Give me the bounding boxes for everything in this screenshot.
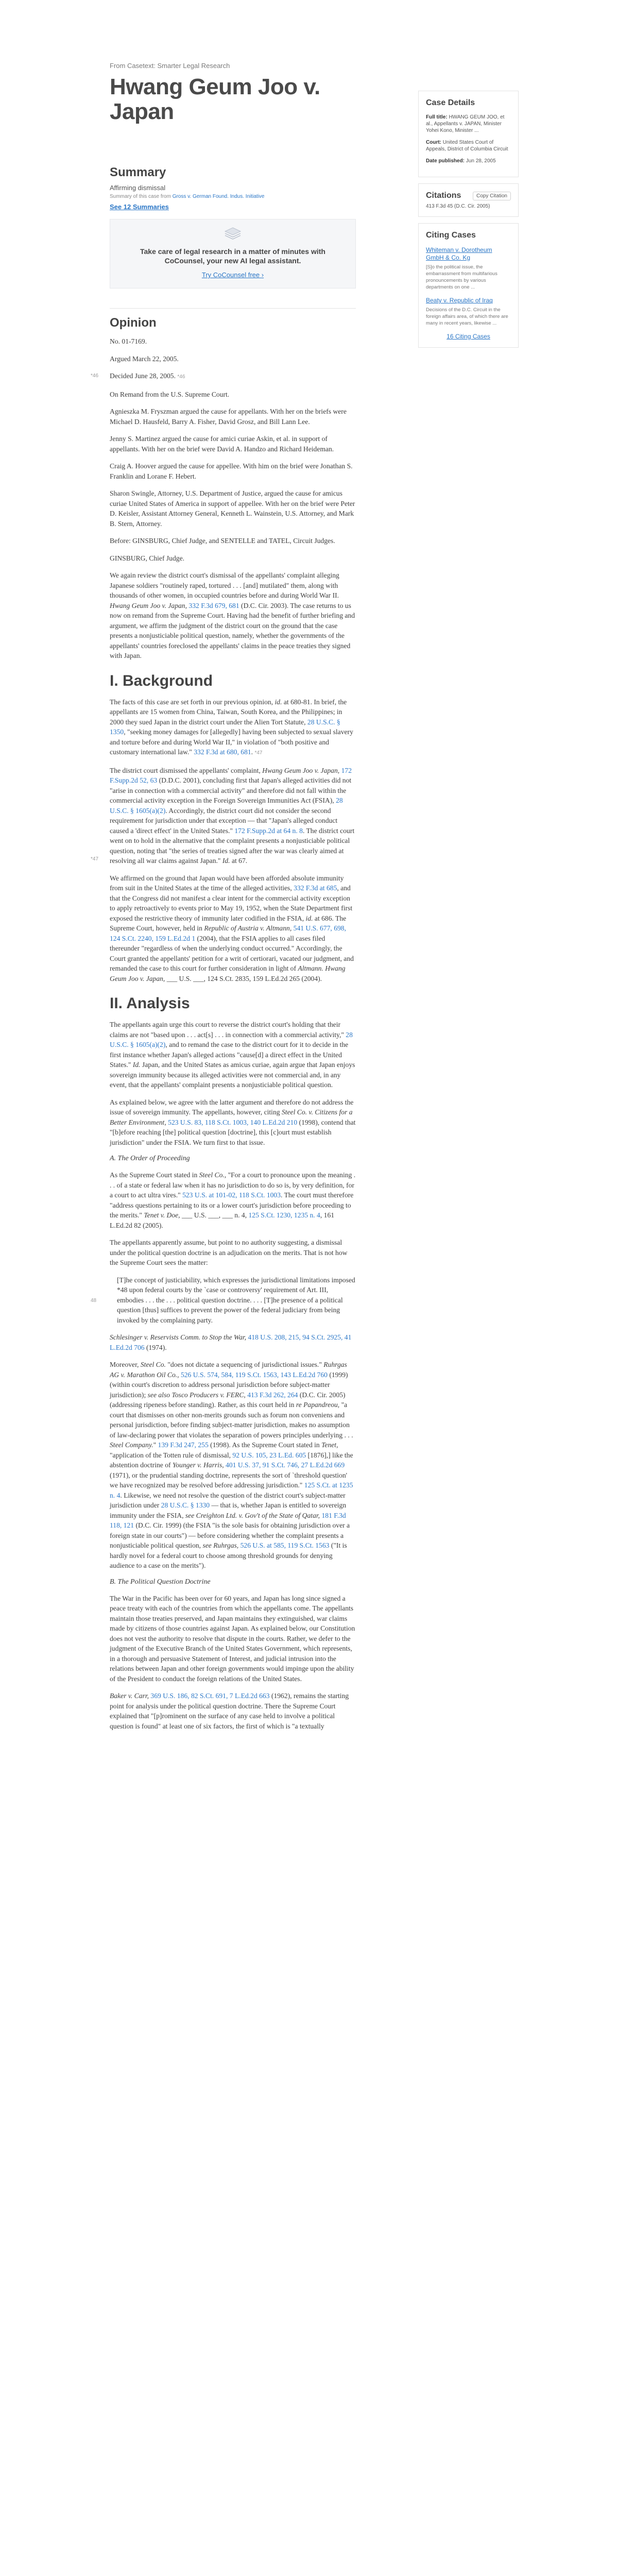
analysis-paragraph: The appellants apparently assume, but point to no authority suggesting, a dismissal under the political question doctrine is an adjudication on the merits. That is not how the Supreme Court sees the matter:: [110, 1239, 348, 1266]
source-line: From Casetext: Smarter Legal Research: [110, 62, 230, 70]
citing-case-link[interactable]: Beaty v. Republic of Iraq: [426, 297, 493, 304]
chevron-right-icon: ›: [261, 271, 264, 279]
divider: [110, 308, 356, 309]
panel-line: Before: GINSBURG, Chief Judge, and SENTELLE and TATEL, Circuit Judges.: [110, 537, 335, 545]
citation-link[interactable]: 526 U.S. at 585, 119 S.Ct. 1563: [240, 1541, 330, 1549]
full-title-field: Full title: HWANG GEUM JOO, et al., Appellants v. JAPAN, Minister Yohei Kono, Minister ...: [426, 114, 505, 133]
citation-link[interactable]: 125 S.Ct. at 1235 n. 4: [110, 1481, 353, 1499]
analysis-paragraph: Baker v. Carr, 369 U.S. 186, 82 S.Ct. 691, 7 L.Ed.2d 663 (1962), remains the starting point for analysis under the political question doctrine. There the Supreme Court explained that "[p]rominent on the surface of any case held to involve a political question is found" at least one of six factors, the first of which is "a textually: [110, 1692, 349, 1730]
citations-heading: Citations: [426, 191, 461, 200]
main-column: [91, 62, 356, 1738]
subsection-heading-political-question: B. The Political Question Doctrine: [110, 1578, 211, 1586]
citing-cases-heading: Citing Cases: [426, 231, 476, 240]
analysis-paragraph: The War in the Pacific has been over for 60 years, and Japan has long since signed a peace treaty with each of the countries from which the appellants come. The appellants maintain those treaties preserved, and Japan maintains they extinguished, war claims made by citizens of those countries against Japan. As explained below, our Constitution does not vest the authority to resolve that dispute in the courts. Rather, we defer to the judgment of the Executive Branch of the United States Government, which represents, in a thorough and persuasive Statement of Interest, and judicial intrusion into the relations between Japan and other foreign governments would impinge upon the ability of the President to conduct the foreign relations of the United States.: [110, 1594, 355, 1683]
remand-line: On Remand from the U.S. Supreme Court.: [110, 390, 230, 398]
citing-case-excerpt: Decisions of the D.C. Circuit in the foreign affairs area, of which there are many in recent years, likewise ...: [426, 307, 508, 326]
summary-heading: Summary: [110, 165, 166, 179]
case-title: Hwang Geum Joo v. Japan: [110, 74, 320, 124]
copy-citation-button[interactable]: Copy Citation: [473, 192, 511, 200]
docket-number: No. 01-7169.: [110, 337, 147, 345]
stack-icon: [224, 227, 242, 240]
citation-link[interactable]: 418 U.S. 208, 215, 94 S.Ct. 2925, 41 L.Ed.2d 706: [110, 1333, 352, 1351]
analysis-paragraph: Moreover, Steel Co. "does not dictate a sequencing of jurisdictional issues." Ruhrgas AG v. Marathon Oil Co., 526 U.S. 574, 584, 119 S.Ct. 1563, 143 L.Ed.2d 760 (1999) (within court's discretion to address personal jurisdiction before subject-matter jurisdiction); see also Tosco Producers v. FERC, 413 F.3d 262, 264 (D.C. Cir. 2005) (addressing ripeness before standing). Rather, as this court held in re Papandreou, "a court that dismisses on other non-merits grounds such as forum non conveniens and personal jurisdiction, before finding subject-matter jurisdiction, makes no assumption of law-declaring power that violates the separation of powers principles underlying . . . Steel Company." 139 F.3d 247, 255 (1998). As the Supreme Court stated in Tenet, "application of the Totten rule of dismissal, 92 U.S. 105, 23 L.Ed. 605 [1876],] like the abstention doctrine of Younger v. Harris, 401 U.S. 37, 91 S.Ct. 746, 27 L.Ed.2d 669 (1971), or the prudential standing doctrine, represents the sort of `threshold question' we have recognized may be resolved before addressing jurisdiction." 125 S.Ct. at 1235 n. 4. Likewise, we need not resolve the question of the district court's subject-matter jurisdiction under 28 U.S.C. § 1330 — that is, whether Japan is entitled to sovereign immunity under the FSIA, see Creighton Ltd. v. Gov't of the State of Qatar, 181 F.3d 118, 121 (D.C. Cir. 1999) (the FSIA "is the sole basis for obtaining jurisdiction over a foreign state in our courts") — before considering whether the complaint presents a nonjusticiable political question, see Ruhrgas, 526 U.S. at 585, 119 S.Ct. 1563 ("It is hardly novel for a federal court to choose among threshold grounds for denying audience to a case on the merits").: [110, 1361, 353, 1569]
citation-link[interactable]: 28 U.S.C. § 1605(a)(2): [110, 796, 343, 815]
summary-disposition: Affirming dismissal: [110, 184, 166, 192]
citation-link[interactable]: 526 U.S. 574, 584, 119 S.Ct. 1563, 143 L.Ed.2d 760: [180, 1370, 328, 1379]
try-cocounsel-link[interactable]: [202, 271, 264, 279]
intro-paragraph: We again review the district court's dismissal of the appellants' complaint alleging Japanese soldiers "routinely raped, tortured . . . [and] mutilated" them, along with thousands of other women, in occupied countries before and during World War II. Hwang Geum Joo v. Japan, 332 F.3d 679, 681 (D.C. Cir. 2003). The case returns to us now on remand from the Supreme Court. Having had the benefit of further briefing and argument, we affirm the judgment of the district court on the ground that the case presents a nonjusticiable political question, namely, whether the governments of the appellants' countries foreclosed the appellants' claims in the peace treaties they signed with Japan.: [110, 571, 355, 659]
inline-page-marker: *46: [177, 374, 185, 380]
analysis-paragraph: As explained below, we agree with the latter argument and therefore do not address the issue of sovereign immunity. The appellants, however, citing Steel Co. v. Citizens for a Better Environment, 523 U.S. 83, 118 S.Ct. 1003, 140 L.Ed.2d 210 (1998), contend that "[b]efore reaching [the] political question [doctrine], this [c]ourt must establish jurisdiction" under the FSIA. We turn first to that issue.: [110, 1098, 356, 1146]
citation-link[interactable]: 541 U.S. 677, 698, 124 S.Ct. 2240, 159 L.Ed.2d 1: [110, 924, 346, 942]
inline-page-marker: *47: [254, 750, 263, 756]
counsel-para: Jenny S. Martinez argued the cause for amici curiae Askin, et al. in support of appellants. With her on the brief were David A. Handzo and Richard Heideman.: [110, 435, 334, 453]
section-heading-analysis: II. Analysis: [110, 995, 190, 1012]
counsel-para: Agnieszka M. Fryszman argued the cause for appellants. With her on the briefs were Michael D. Hausfeld, Barry A. Fisher, David Grosz, and Bill Lann Lee.: [110, 408, 347, 426]
citation-link[interactable]: 401 U.S. 37, 91 S.Ct. 746, 27 L.Ed.2d 669: [226, 1461, 345, 1469]
citation-link[interactable]: 332 F.3d 679, 681: [188, 601, 239, 609]
section-heading-background: I. Background: [110, 672, 213, 689]
analysis-paragraph: The appellants again urge this court to reverse the district court's holding that their claims are not "based upon . . . act[s] . . . in connection with a commercial activity," 28 U.S.C. § 1605(a)(2), and to remand the case to the district court for it to decide in the first instance whether Japan's alleged actions "cause[d] a direct effect in the United States." Id. Japan, and the United States as amicus curiae, again argue that Japan enjoys sovereign immunity because its alleged activities were not commercial and, in any event, that the appellants' complaint presents a nonjusticiable political question.: [110, 1021, 355, 1089]
citation-link[interactable]: 28 U.S.C. § 1330: [161, 1501, 210, 1509]
promo-text: Take care of legal research in a matter of minutes with CoCounsel, your new AI legal assistant.: [140, 247, 325, 265]
case-details-card: [418, 91, 519, 177]
background-paragraph: We affirmed on the ground that Japan would have been afforded absolute immunity from suit in the United States at the time of the alleged activities, 332 F.3d at 685, and that the Congress did not manifest a clear intent for the commercial activity exception to apply retroactively to events prior to May 19, 1952, when the State Department first exposed the restrictive theory of immunity later codified in the FSIA, id. at 686. The Supreme Court, however, held in Republic of Austria v. Altmann, 541 U.S. 677, 698, 124 S.Ct. 2240, 159 L.Ed.2d 1 (2004), that the FSIA applies to all cases filed thereunder "regardless of when the underlying conduct occurred." Accordingly, the Court granted the appellants' petition for a writ of certiorari, vacated our judgment, and remanded the case to this court for further consideration in light of Altmann. Hwang Geum Joo v. Japan, ___ U.S. ___, 124 S.Ct. 2835, 159 L.Ed.2d 265 (2004).: [110, 874, 354, 982]
counsel-para: Craig A. Hoover argued the cause for appellee. With him on the brief were Jonathan S. Franklin and Lorane F. Hebert.: [110, 462, 353, 480]
citations-header: [426, 191, 511, 200]
background-paragraph: *47 The facts of this case are set forth in our previous opinion, id. at 680-81. In brief, the appellants are 15 women from China, Taiwan, South Korea, and the Philippines; in 2000 they sued Japan in the district court under the Alien Tort Statute, 28 U.S.C. § 1350, "seeking money damages for [allegedly] having been subjected to sexual slavery and torture before and during World War II," in violation of "both positive and customary international law." 332 F.3d at 680, 681. *47: [110, 697, 356, 758]
opinion-heading: Opinion: [110, 316, 157, 330]
citing-case-link[interactable]: Whiteman v. Dorotheum GmbH & Co. Kg: [426, 246, 492, 261]
citation-link[interactable]: 125 S.Ct. 1230, 1235 n. 4: [248, 1211, 320, 1219]
author-line: GINSBURG, Chief Judge.: [110, 554, 184, 562]
page-marker: 48: [91, 1297, 97, 1303]
cocounsel-promo: [110, 219, 356, 289]
argued-date: Argued March 22, 2005.: [110, 354, 179, 363]
citation-link[interactable]: 369 U.S. 186, 82 S.Ct. 691, 7 L.Ed.2d 663: [150, 1692, 270, 1700]
citing-cases-card: [418, 223, 519, 348]
citation-link[interactable]: 332 F.3d at 680, 681: [194, 748, 251, 756]
case-details-heading: Case Details: [426, 98, 475, 107]
date-published-field: Date published: Jun 28, 2005: [426, 158, 496, 164]
see-summaries-link[interactable]: See 12 Summaries: [110, 203, 169, 211]
court-field: Court: United States Court of Appeals, District of Columbia Circuit: [426, 140, 508, 152]
citations-card: [418, 183, 519, 217]
more-citing-cases-link[interactable]: 16 Citing Cases: [447, 333, 490, 340]
citation-link[interactable]: 28 U.S.C. § 1605(a)(2): [110, 1030, 353, 1048]
summary-source-prefix: Summary of this case from: [110, 194, 173, 199]
citation-link[interactable]: 139 F.3d 247, 255: [158, 1441, 209, 1449]
summary-source-link[interactable]: Gross v. German Found. Indus. Initiative: [172, 194, 265, 199]
citation-link[interactable]: 332 F.3d at 685: [294, 884, 337, 892]
try-cocounsel-label: Try CoCounsel free: [201, 271, 260, 279]
citation-link[interactable]: 92 U.S. 105, 23 L.Ed. 605: [232, 1451, 306, 1459]
background-paragraph: The district court dismissed the appellants' complaint, Hwang Geum Joo v. Japan, 172 F.Supp.2d 52, 63 (D.D.C. 2001), concluding first that Japan's alleged activities did not "arise in connection with a commercial activity" and therefore did not fall within the commercial activity exception in the Foreign Sovereign Immunities Act (FSIA), 28 U.S.C. § 1605(a)(2). Accordingly, the district court did not consider the second requirement for jurisdiction under that exception — that "Japan's alleged conduct caused a 'direct effect' in the United States." 172 F.Supp.2d at 64 n. 8. The district court went on to hold in the alternative that the complaint presents a nonjusticiable political question, noting that "the series of treaties signed after the war was clearly aimed at resolving all war claims against Japan." Id. at 67.: [110, 766, 355, 865]
analysis-paragraph: As the Supreme Court stated in Steel Co., "For a court to pronounce upon the meaning . . . of a state or federal law when it has no jurisdiction to do so is, by very definition, for a court to act ultra vires." 523 U.S. at 101-02, 118 S.Ct. 1003. The court must therefore "address questions pertaining to its or a lower court's jurisdiction before proceeding to the merits." Tenet v. Doe, ___ U.S. ___, ___ n. 4, 125 S.Ct. 1230, 1235 n. 4, 161 L.Ed.2d 82 (2005).: [110, 1171, 356, 1229]
summary-source: [110, 194, 356, 199]
citing-case-excerpt: [S]o the political issue, the embarrassment from multifarious pronouncements by various departments on one ...: [426, 264, 497, 290]
counsel-para: Sharon Swingle, Attorney, U.S. Department of Justice, argued the cause for amicus curiae United States of America in support of appellee. With her on the brief were Peter D. Keisler, Assistant Attorney General, Kenneth L. Wainstein, U.S. Attorney, and Mark B. Stern, Attorney.: [110, 489, 355, 528]
subsection-heading-order: A. The Order of Proceeding: [110, 1155, 190, 1162]
citation-value: 413 F.3d 45 (D.C. Cir. 2005): [426, 204, 490, 209]
sidebar: [418, 91, 519, 354]
block-quote: 48 [T]he concept of justiciability, which expresses the jurisdictional limitations imposed *48 upon federal courts by the `case or controversy' requirement of Art. III, embodies . . . the . . . political question doctrine. . . . [T]he presence of a political question [thus] suffices to prevent the power of the federal judiciary from being invoked by the complaining party.: [91, 1276, 355, 1324]
opinion-body: [91, 336, 356, 1731]
citation-link[interactable]: 172 F.Supp.2d at 64 n. 8: [234, 826, 303, 835]
citation-link[interactable]: 413 F.3d 262, 264: [247, 1391, 298, 1399]
page-marker: *47: [91, 856, 99, 862]
citation-link[interactable]: 172 F.Supp.2d 52, 63: [110, 766, 352, 784]
page-marker: *46: [91, 373, 99, 379]
citation-link[interactable]: 28 U.S.C. § 1350: [110, 718, 340, 736]
citation-link[interactable]: 181 F.3d 118, 121: [110, 1511, 346, 1529]
citation-link[interactable]: 523 U.S. at 101-02, 118 S.Ct. 1003: [182, 1191, 281, 1199]
analysis-paragraph: Schlesinger v. Reservists Comm. to Stop the War, 418 U.S. 208, 215, 94 S.Ct. 2925, 41 L.Ed.2d 706 (1974).: [110, 1333, 352, 1351]
decided-date: *46 Decided June 28, 2005. *46: [110, 371, 356, 382]
citation-link[interactable]: 523 U.S. 83, 118 S.Ct. 1003, 140 L.Ed.2d 210: [168, 1118, 298, 1126]
